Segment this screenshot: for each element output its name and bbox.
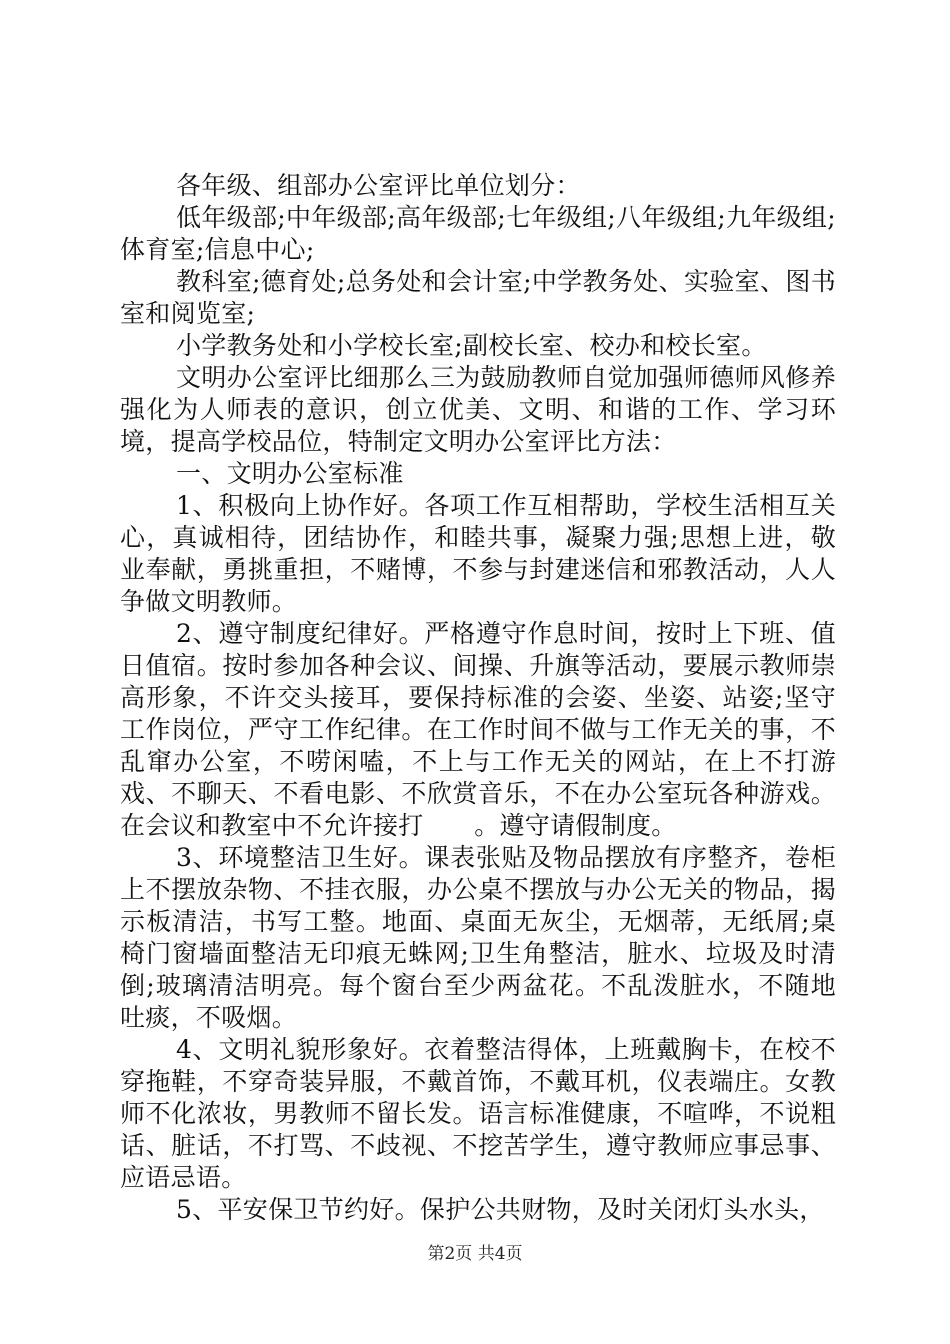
paragraph-grade-departments: 低年级部;中年级部;高年级部;七年级组;八年级组;九年级组;体育室;信息中心;	[120, 203, 836, 264]
paragraph-standard-2: 2、遵守制度纪律好。严格遵守作息时间，按时上下班、值日值宿。按时参加各种会议、间操、升旗等活动，要展示教师崇高形象，不许交头接耳，要保持标准的会姿、坐姿、站姿;坚守工作岗位，严守工作纪律。在工作时间不做与工作无关的事，不乱窜办公室，不唠闲嗑，不上与工作无关的网站，在上不打游戏、不聊天、不看电影、不欣赏音乐，不在办公室玩各种游戏。在会议和教室中不允许接打 。遵守请假制度。	[120, 619, 836, 840]
section-heading-standards: 一、文明办公室标准	[176, 459, 404, 488]
page-number-footer: 第2页 共4页	[427, 1244, 523, 1264]
paragraph-offices-group-three: 小学教务处和小学校长室;副校长室、校办和校长室。	[176, 331, 767, 360]
paragraph-evaluation-intro: 文明办公室评比细那么三为鼓励教师自觉加强师德师风修养强化为人师表的意识，创立优美、文明、和谐的工作、学习环境，提高学校品位，特制定文明办公室评比方法：	[120, 363, 836, 456]
paragraph-unit-division-heading: 各年级、组部办公室评比单位划分：	[176, 171, 581, 200]
paragraph-standard-5: 5、平安保卫节约好。保护公共财物，及时关闭灯头水头，	[176, 1195, 825, 1224]
paragraph-standard-4: 4、文明礼貌形象好。衣着整洁得体，上班戴胸卡，在校不穿拖鞋，不穿奇装异服，不戴首饰，不戴耳机，仪表端庄。女教师不化浓妆，男教师不留长发。语言标准健康，不喧哗，不说粗话、脏话，不打骂、不歧视、不挖苦学生，遵守教师应事忌事、应语忌语。	[120, 1035, 836, 1192]
paragraph-offices-group-two: 教科室;德育处;总务处和会计室;中学教务处、实验室、图书室和阅览室;	[120, 267, 836, 328]
paragraph-standard-3: 3、环境整洁卫生好。课表张贴及物品摆放有序整齐，卷柜上不摆放杂物、不挂衣服，办公桌不摆放与办公无关的物品，揭示板清洁，书写工整。地面、桌面无灰尘，无烟蒂，无纸屑;桌椅门窗墙面整洁无印痕无蛛网;卫生角整洁，脏水、垃圾及时清倒;玻璃清洁明亮。每个窗台至少两盆花。不乱泼脏水，不随地吐痰，不吸烟。	[120, 843, 836, 1032]
document-body	[120, 170, 836, 1226]
paragraph-standard-1: 1、积极向上协作好。各项工作互相帮助，学校生活相互关心，真诚相待，团结协作，和睦共事，凝聚力强;思想上进，敬业奉献，勇挑重担，不赌博，不参与封建迷信和邪教活动，人人争做文明教师。	[120, 491, 836, 616]
